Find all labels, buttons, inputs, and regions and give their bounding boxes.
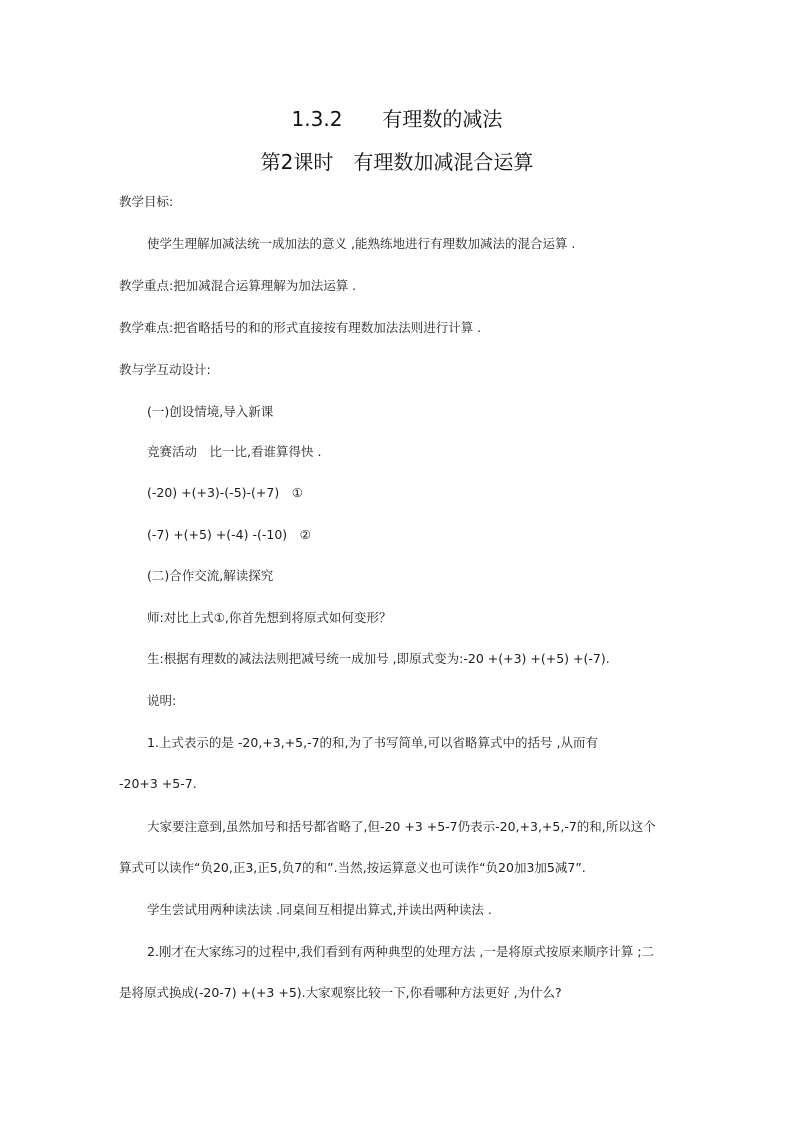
teaching-goal-text: 使学生理解加减法统一成加法的意义 ,能熟练地进行有理数加减法的混合运算 . (147, 236, 576, 251)
expression-one: (-20) +(+3)-(-5)-(+7) ① (147, 485, 303, 500)
expression-two: (-7) +(+5) +(-4) -(-10) ② (147, 527, 311, 542)
teaching-goal-heading: 教学目标: (119, 194, 174, 209)
teacher-question: 师:对比上式①,你首先想到将原式如何变形？ (147, 610, 392, 625)
explanation-heading: 说明: (147, 693, 177, 708)
explanation-two-line-one: 2.刚才在大家练习的过程中,我们看到有两种典型的处理方法 ,一是将原式按原来顺序计算 ;二 (147, 944, 655, 959)
explanation-one-line-one: 1.上式表示的是 -20,+3,+5,-7的和,为了书写简单,可以省略算式中的括号 ,从而有 (147, 735, 598, 750)
student-practice: 学生尝试用两种读法读 .同桌间互相提出算式,并读出两种读法 . (147, 902, 492, 917)
explanation-one-line-two: -20+3 +5-7. (119, 776, 197, 791)
document-subtitle: 第2课时 有理数加减混合运算 (260, 150, 534, 174)
student-answer: 生:根据有理数的减法法则把减号统一成加号 ,即原式变为:-20 +(+3) +(+5) +(-7). (147, 651, 610, 666)
explanation-two-line-two: 是将原式换成(-20-7) +(+3 +5).大家观察比较一下,你看哪种方法更好 ,为什么? (119, 985, 562, 1000)
section-one-heading: (一)创设情境,导入新课 (147, 404, 274, 419)
document-title: 1.3.2 有理数的减法 (291, 107, 503, 131)
teaching-difficulty: 教学难点:把省略括号的和的形式直接按有理数加法法则进行计算 . (119, 320, 482, 335)
teaching-focus: 教学重点:把加减混合运算理解为加法运算 . (119, 278, 357, 293)
competition-activity: 竞赛活动 比一比,看谁算得快 . (147, 444, 322, 459)
interaction-design-heading: 教与学互动设计: (119, 362, 211, 377)
paragraph-attention-line-one: 大家要注意到,虽然加号和括号都省略了,但-20 +3 +5-7仍表示-20,+3,+5,-7的和,所以这个 (147, 819, 656, 834)
section-two-heading: (二)合作交流,解读探究 (147, 568, 274, 583)
paragraph-attention-line-two: 算式可以读作“负20,正3,正5,负7的和”.当然,按运算意义也可读作“负20加3加5减7”. (119, 860, 586, 875)
